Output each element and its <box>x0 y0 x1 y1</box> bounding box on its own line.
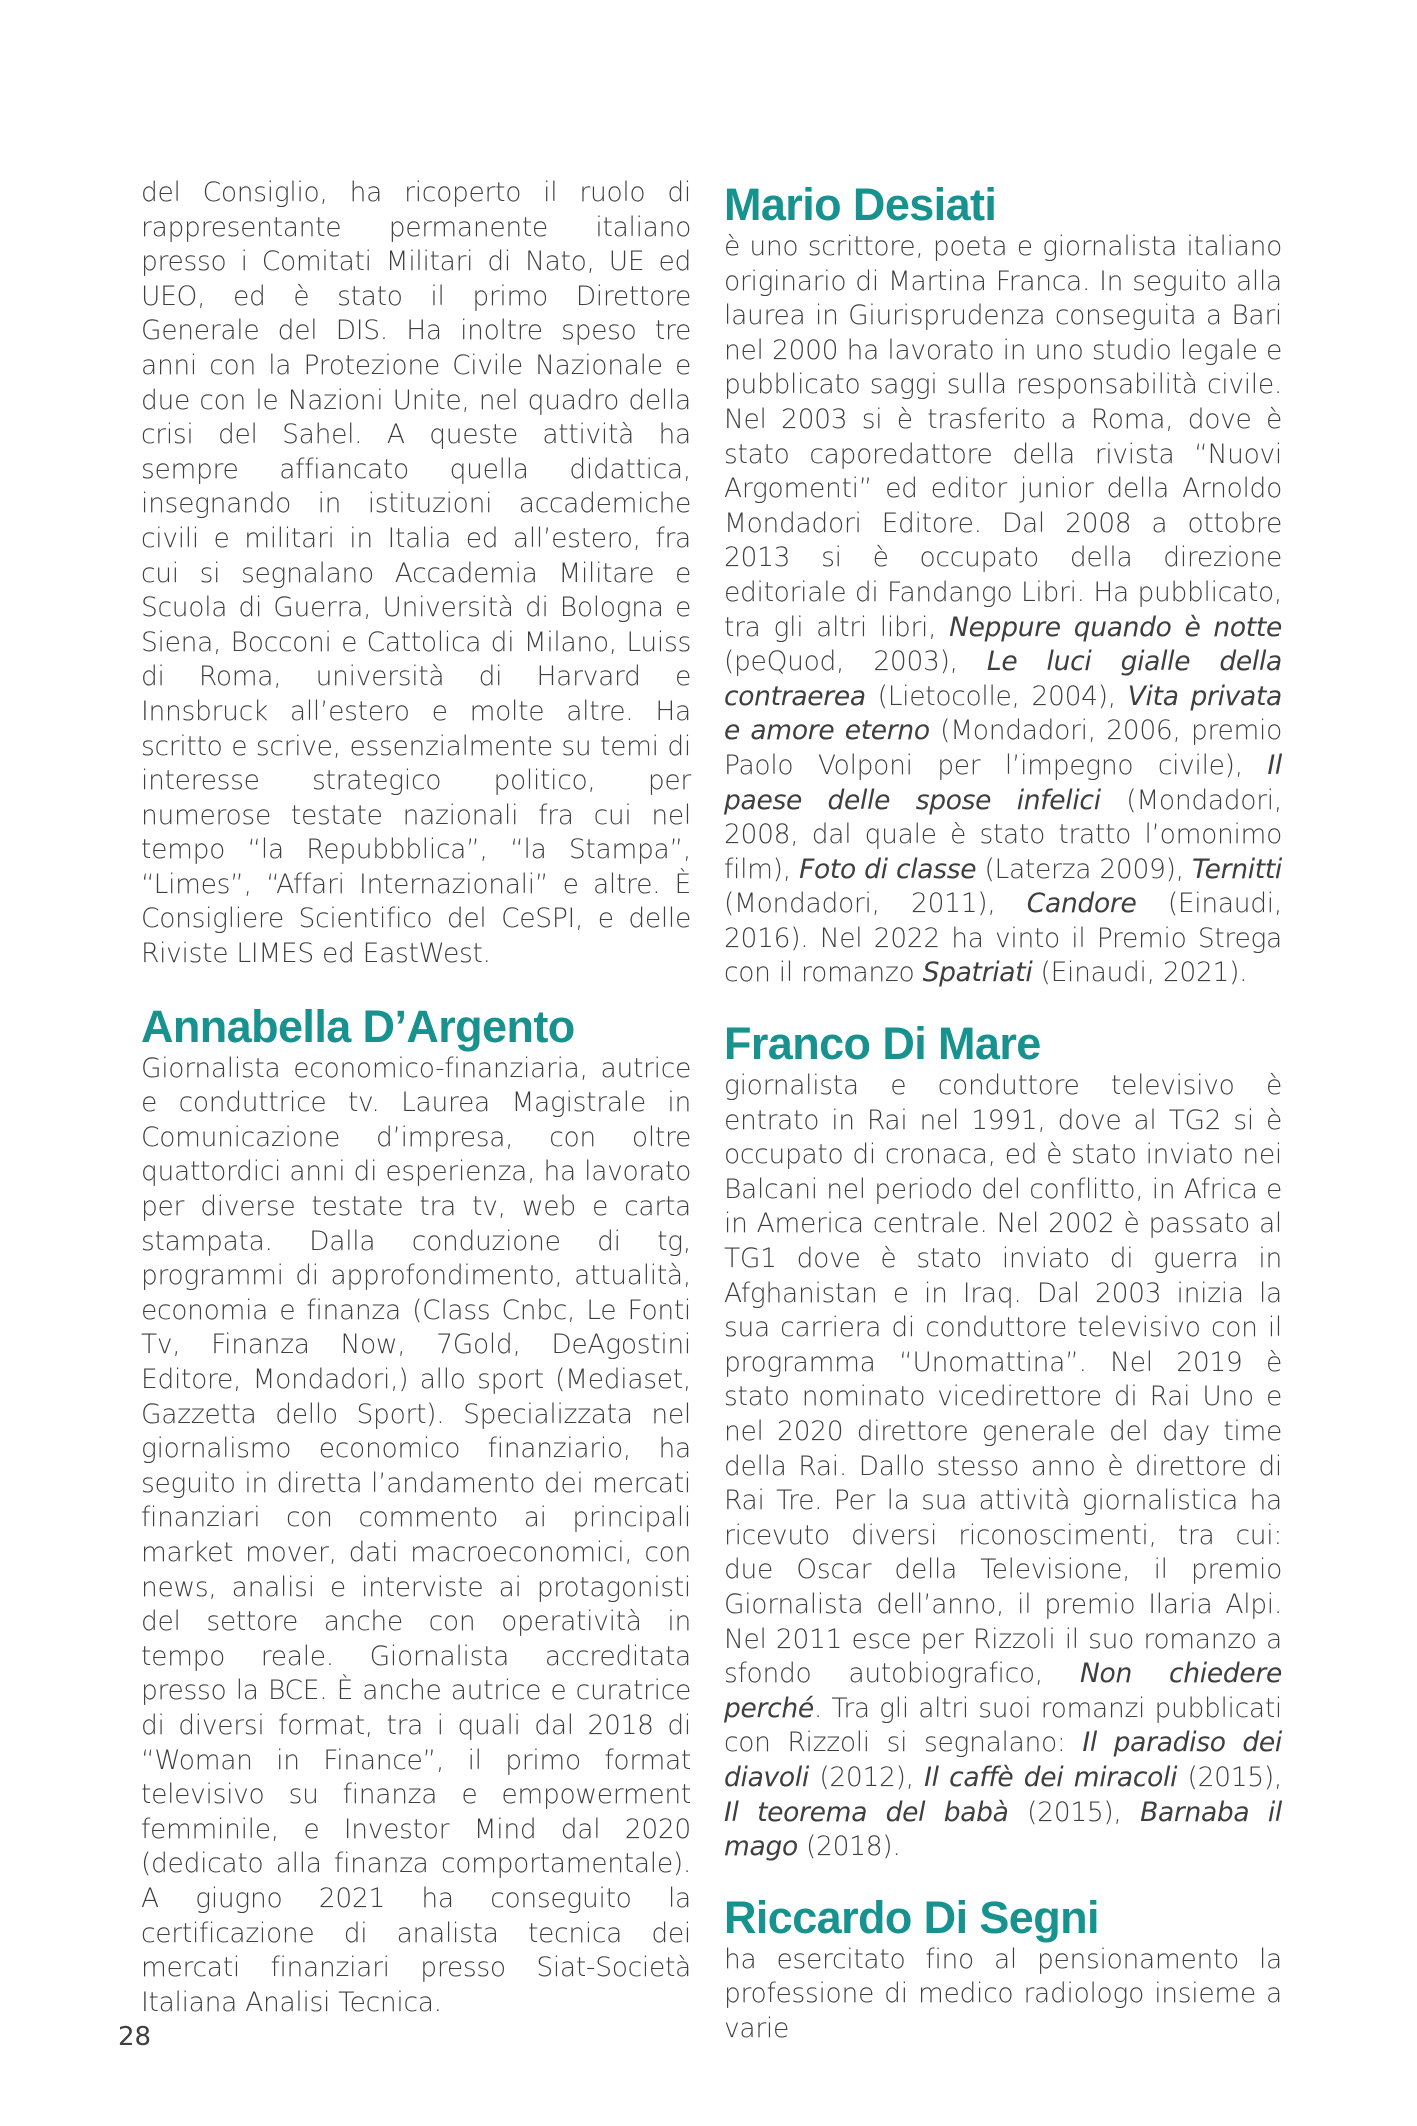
text-run: . Tra gli altri suoi romanzi pubblicati con Rizzoli si segnalano: <box>724 1692 1282 1759</box>
bio-entry <box>724 180 1282 991</box>
book-title: Il paese delle spose infelici <box>724 749 1282 816</box>
text-run: (Mondadori, 2008, dal quale è stato tratto l’omonimo film), <box>724 784 1282 885</box>
person-name: Franco Di Mare <box>724 1018 1041 1070</box>
text-run: (Einaudi, 2021). <box>1032 957 1248 989</box>
text-run: (Mondadori, 2006, premio Paolo Volponi per l’impegno civile), <box>724 715 1282 781</box>
text-run: (2012), <box>808 1761 925 1793</box>
bio-entry <box>724 1893 1282 2047</box>
text-run: (Lietocolle, 2004), <box>865 680 1128 712</box>
book-title: Il caffè dei miracoli <box>924 1761 1178 1793</box>
bio-text <box>724 1069 1282 1865</box>
book-title: Le luci gialle della contraerea <box>724 646 1282 712</box>
text-run: (2018). <box>797 1831 901 1863</box>
bio-entry <box>141 1002 691 2021</box>
text-run: Giornalista economico-finanziaria, autrice e conduttrice tv. Laurea Magistrale in Comunicazione d’impresa, con oltre quattordici anni di esperienza, ha lavorato per diverse testate tra tv, web e carta stampata. Dalla conduzione di tg, programmi di approfondimento, attualità, economia e finanza (Class Cnbc, Le Fonti Tv, Finanza Now, 7Gold, DeAgostini Editore, Mondadori,) allo sport (Mediaset, Gazzetta dello Sport). Specializzata nel giornalismo economico finanziario, ha seguito in diretta l’andamento dei mercati finanziari con commento ai principali market mover, dati macroeconomici, con news, analisi e interviste ai protagonisti del settore anche con operatività in tempo reale. Giornalista accreditata presso la BCE. È anche autrice e curatrice di diversi format, tra i quali dal 2018 di “Woman in Finance”, il primo format televisivo su finanza e empowerment femminile, e Investor Mind dal 2020 (dedicato alla finanza comportamentale). A giugno 2021 ha conseguito la certificazione di analista tecnica dei mercati finanziari presso Siat-Società Italiana Analisi Tecnica. <box>141 1052 691 2018</box>
text-run: (Einaudi, 2016). Nel 2022 ha vinto il Premio Strega con il romanzo <box>724 888 1282 989</box>
bio-entry <box>724 1019 1282 1865</box>
page-number: 28 <box>118 2022 152 2052</box>
bio-text <box>141 1052 691 2021</box>
bio-text <box>141 176 691 972</box>
text-run: (2015), <box>1177 1761 1282 1793</box>
book-title: Vita privata e amore eterno <box>724 680 1282 747</box>
book-title: Il paradiso dei diavoli <box>724 1727 1282 1793</box>
book-title: Il teorema del babà <box>724 1796 1009 1828</box>
book-title: Foto di classe <box>799 853 977 885</box>
book-title: Ternitti <box>1191 853 1282 885</box>
text-run: è uno scrittore, poeta e giornalista italiano originario di Martina Franca. In seguito alla laurea in Giurisprudenza conseguita a Bari nel 2000 ha lavorato in uno studio legale e pubblicato saggi sulla responsabilità civile. Nel 2003 si è trasferito a Roma, dove è stato caporedattore della rivista “Nuovi Argomenti” ed editor junior della Arnoldo Mondadori Editore. Dal 2008 a ottobre 2013 si è occupato della direzione editoriale di Fandango Libri. Ha pubblicato, tra gli altri libri, <box>724 231 1282 643</box>
bio-text <box>724 230 1282 991</box>
book-title: Candore <box>1026 888 1137 920</box>
person-name: Annabella D’Argento <box>141 1000 575 1052</box>
book-title: Neppure quando è notte <box>949 611 1282 643</box>
text-run: (2015), <box>1008 1796 1141 1828</box>
text-run: ha esercitato fino al pensionamento la professione di medico radiologo insieme a varie <box>724 1943 1282 2044</box>
book-title: Non chiedere perché <box>724 1658 1282 1724</box>
left-column <box>141 176 691 2048</box>
text-run: (Laterza 2009), <box>976 853 1192 885</box>
person-name: Mario Desiati <box>724 179 997 230</box>
bio-continuation <box>141 176 691 972</box>
text-run: giornalista e conduttore televisivo è entrato in Rai nel 1991, dove al TG2 si è occupato di cronaca, ed è stato inviato nei Balcani nel periodo del conflitto, in Africa e in America centrale. Nel 2002 è passato al TG1 dove è stato inviato di guerra in Afghanistan e in Iraq. Dal 2003 inizia la sua carriera di conduttore televisivo con il programma “Unomattina”. Nel 2019 è stato nominato vicedirettore di Rai Uno e nel 2020 direttore generale del day time della Rai. Dallo stesso anno è direttore di Rai Tre. Per la sua attività giornalistica ha ricevuto diversi riconoscimenti, tra cui: due Oscar della Televisione, il premio Giornalista dell’anno, il premio Ilaria Alpi. Nel 2011 esce per Rizzoli il suo romanzo a sfondo autobiografico, <box>724 1070 1282 1690</box>
text-run: del Consiglio, ha ricoperto il ruolo di rappresentante permanente italiano presso i Comitati Militari di Nato, UE ed UEO, ed è stato il primo Direttore Generale del DIS. Ha inoltre speso tre anni con la Protezione Civile Nazionale e due con le Nazioni Unite, nel quadro della crisi del Sahel. A queste attività ha sempre affiancato quella didattica, insegnando in istituzioni accademiche civili e militari in Italia ed all’estero, fra cui si segnalano Accademia Militare e Scuola di Guerra, Università di Bologna e Siena, Bocconi e Cattolica di Milano, Luiss di Roma, università di Harvard e Innsbruck all’estero e molte altre. Ha scritto e scrive, essenzialmente su temi di interesse strategico politico, per numerose testate nazionali fra cui nel tempo “la Repubbblica”, “la Stampa”, “Limes”, “Affari Internazionali” e altre. È Consigliere Scientifico del CeSPI, e delle Riviste LIMES ed EastWest. <box>141 177 691 970</box>
bio-text <box>724 1943 1282 2047</box>
right-column <box>724 180 1282 2075</box>
book-title: Spatriati <box>922 957 1033 989</box>
text-run: (peQuod, 2003), <box>724 646 987 678</box>
book-title: Barnaba il mago <box>724 1796 1282 1863</box>
text-run: (Mondadori, 2011), <box>724 888 1027 920</box>
person-name: Riccardo Di Segni <box>724 1891 1099 1943</box>
